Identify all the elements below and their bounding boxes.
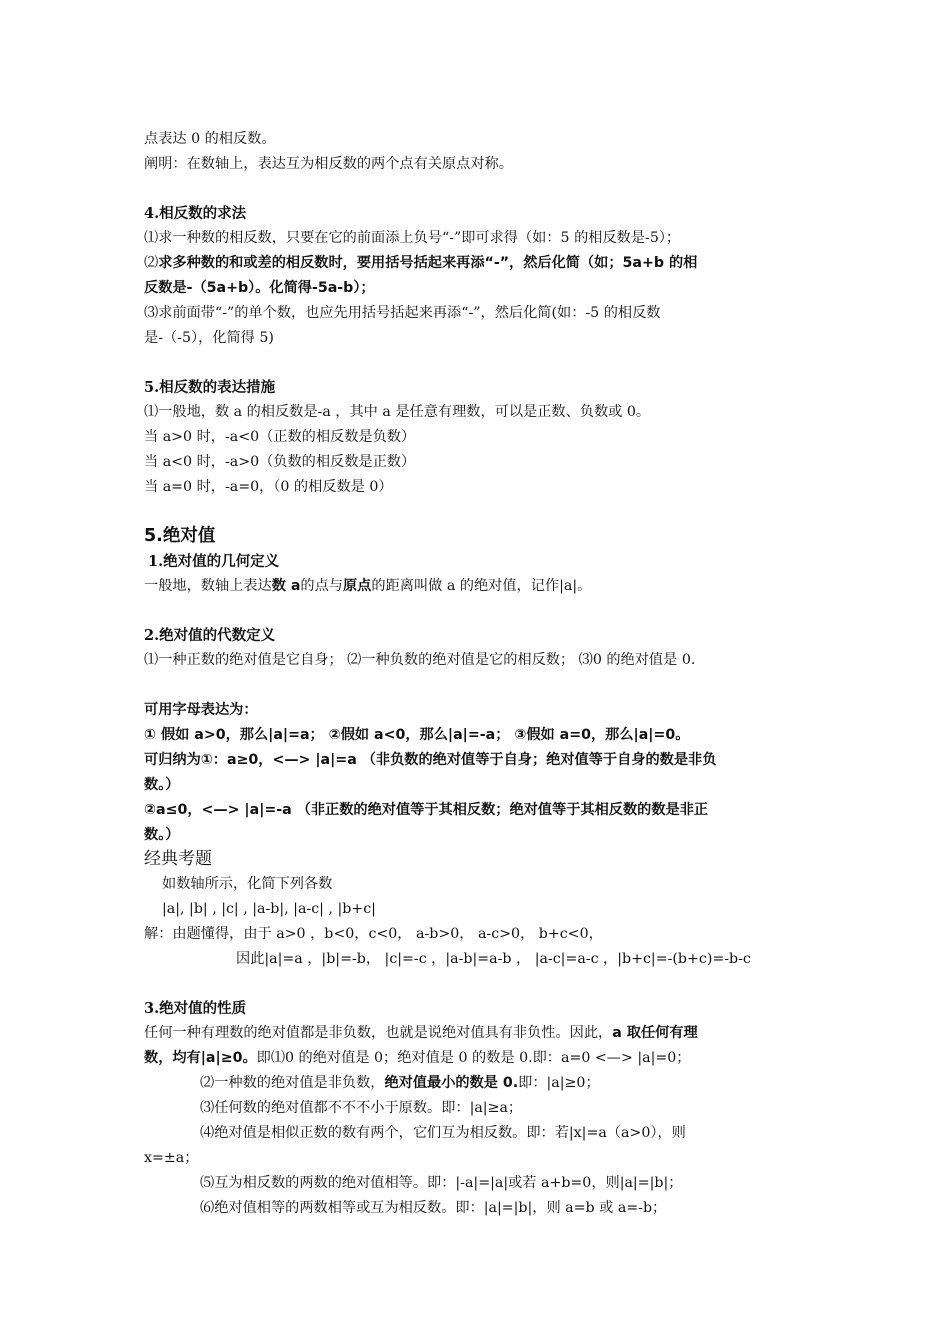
text-line: 反数是-（5a+b）。化简得-5a-b）； xyxy=(144,280,375,296)
text-line: ⑸互为相反数的两数的绝对值相等。即：|-a|=|a|或若 a+b=0，则|a|=|b|； xyxy=(200,1175,683,1191)
text-span: 任何一种有理数的绝对值都是非负数，也就是说绝对值具有非负性。因此， xyxy=(144,1025,613,1041)
text-line: 当 a=0 时，-a=0，（0 的相反数是 0） xyxy=(144,479,393,495)
text-line: x=±a； xyxy=(144,1150,199,1166)
text-line: 是-（-5），化简得 5) xyxy=(144,330,274,346)
section-heading: 2.绝对值的代数定义 xyxy=(144,627,276,644)
text-span: 的距离叫做 a 的绝对值，记作|a|。 xyxy=(371,578,592,594)
text-line: 可归纳为①：a≥0，<—> |a|=a （非负数的绝对值等于自身；绝对值等于自身的数是非负 xyxy=(144,752,717,768)
text-span: ⑵一种数的绝对值是非负数， xyxy=(200,1075,385,1091)
text-line: |a|, |b| , |c| , |a-b|, |a-c| , |b+c| xyxy=(162,901,376,917)
text-line: 因此|a|=a ，|b|=-b， |c|=-c ，|a-b|=a-b ， |a-c|=a-c ，|b+c|=-(b+c)=-b-c xyxy=(236,951,751,967)
text-line: 数。） xyxy=(144,777,180,793)
bold-text: 绝对值最小的数是 0. xyxy=(384,1075,519,1091)
section-heading: 3.绝对值的性质 xyxy=(144,1000,247,1017)
text-line: ⑴一种正数的绝对值是它自身； ⑵一种负数的绝对值是它的相反数； ⑶0 的绝对值是 0. xyxy=(144,652,696,668)
text-line xyxy=(144,1021,698,1046)
bold-text: 数，均有|a|≥0。 xyxy=(144,1050,257,1066)
text-line xyxy=(200,1071,600,1096)
section-heading: 5.相反数的表达措施 xyxy=(144,379,276,396)
subheading: 经典考题 xyxy=(144,849,212,869)
section-heading: 4.相反数的求法 xyxy=(144,205,247,222)
text-line: 可用字母表达为： xyxy=(144,702,258,718)
text-line xyxy=(144,1046,690,1071)
text-line: ⑷绝对值是相似正数的数有两个，它们互为相反数。即：若|x|=a（a>0），则 xyxy=(200,1125,686,1141)
text-line: 当 a>0 时，-a<0（正数的相反数是负数） xyxy=(144,429,416,445)
bold-text: 原点 xyxy=(342,578,372,594)
text-line xyxy=(144,251,697,276)
text-line: ① 假如 a>0，那么|a|=a； ②假如 a<0，那么|a|=-a； ③假如 a=0，那么|a|=0。 xyxy=(144,727,690,743)
text-line: ⑶任何数的绝对值都不不不小于原数。即：|a|≥a； xyxy=(200,1100,523,1116)
text-span: 即⑴0 的绝对值是 0；绝对值是 0 的数是 0.即：a=0 <—> |a|=0； xyxy=(256,1050,691,1066)
text-line: 解：由题懂得，由于 a>0 ，b<0，c<0， a-b>0， a-c>0， b+c<0， xyxy=(144,926,603,942)
text-line: ⑶求前面带“-”的单个数，也应先用括号括起来再添“-”，然后化简(如：-5 的相反数 xyxy=(144,305,661,321)
bold-text: 数 a xyxy=(271,578,301,594)
document-page xyxy=(144,0,816,1344)
section-heading: 1.绝对值的几何定义 xyxy=(148,553,280,570)
text-line: ⑴一般地，数 a 的相反数是-a ，其中 a 是任意有理数，可以是正数、负数或 0。 xyxy=(144,404,651,420)
bold-text: 求多种数的和或差的相反数时，要用括号括起来再添“-”，然后化简（如；5a+b 的相 xyxy=(158,255,698,271)
item-number: ⑵ xyxy=(144,255,159,271)
text-line: 当 a<0 时，-a>0（负数的相反数是正数） xyxy=(144,454,416,470)
text-line xyxy=(144,574,591,599)
text-line: ⑴求一种数的相反数，只要在它的前面添上负号“-”即可求得（如：5 的相反数是-5）； xyxy=(144,230,681,246)
text-line: 阐明：在数轴上，表达互为相反数的两个点有关原点对称。 xyxy=(144,156,513,172)
text-line: 数。） xyxy=(144,827,180,843)
text-line: ⑹绝对值相等的两数相等或互为相反数。即：|a|=|b|，则 a=b 或 a=-b； xyxy=(200,1200,667,1216)
chapter-heading: 5.绝对值 xyxy=(144,526,216,546)
bold-text: a 取任何有理 xyxy=(612,1025,698,1041)
text-line: 如数轴所示，化简下列各数 xyxy=(162,876,333,892)
text-line: ②a≤0，<—> |a|=-a （非正数的绝对值等于其相反数；绝对值等于其相反数的数是非正 xyxy=(144,802,709,818)
text-span: 的点与 xyxy=(300,578,343,594)
text-span: 即：|a|≥0； xyxy=(518,1075,600,1091)
text-span: 一般地，数轴上表达 xyxy=(144,578,272,594)
text-line: 点表达 0 的相反数。 xyxy=(144,131,276,147)
